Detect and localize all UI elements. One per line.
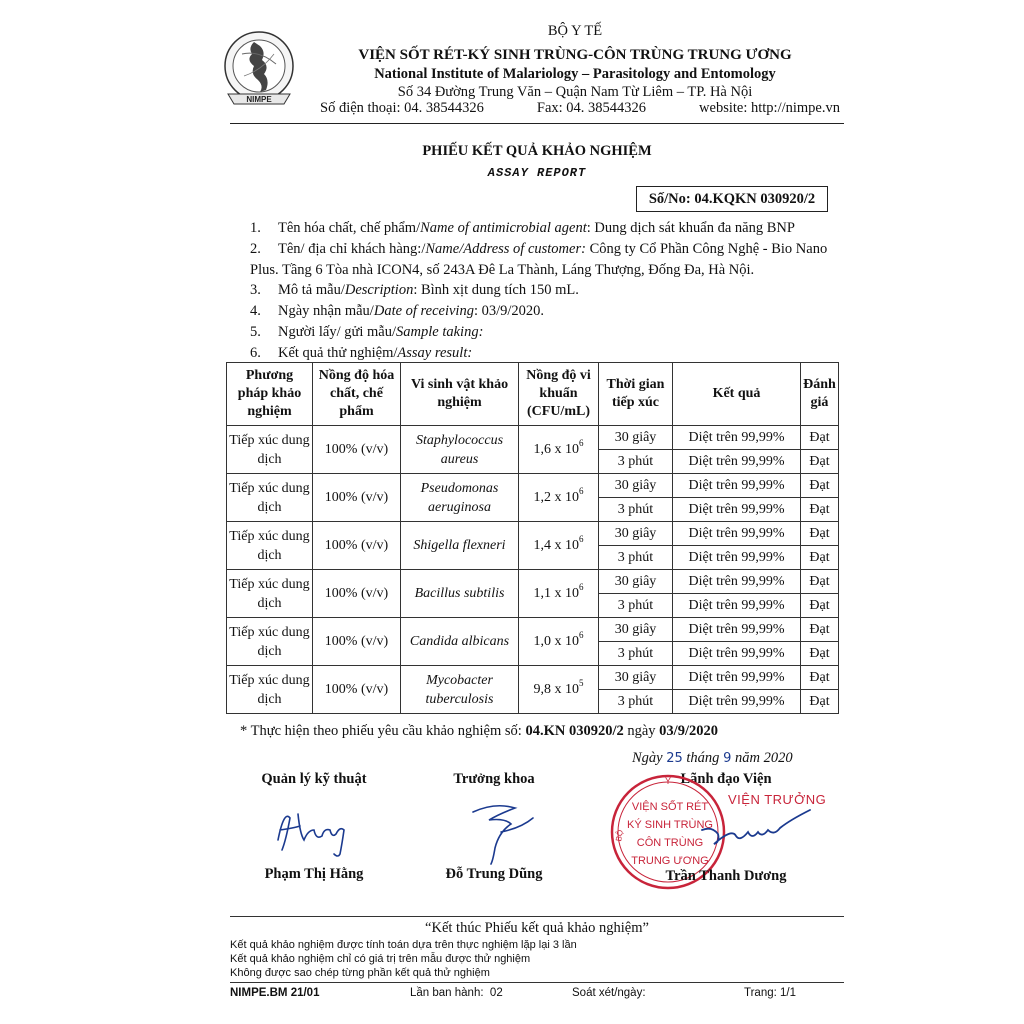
stamp-line-3: CÔN TRÙNG — [636, 837, 704, 849]
stamp-line-1: VIỆN SỐT RÉT — [631, 801, 709, 813]
item-1: 1. Tên hóa chất, chế phẩm/Name of antimicrobial agent: Dung dịch sát khuẩn đa năng BNP — [250, 220, 795, 236]
organism-cell: Shigella flexneri — [401, 522, 519, 570]
concentration-cell: 100% (v/v) — [313, 426, 401, 474]
evaluation-cell: Đạt — [801, 690, 839, 714]
evaluation-cell: Đạt — [801, 450, 839, 474]
result-cell: Diệt trên 99,99% — [673, 522, 801, 546]
footer-notes — [230, 938, 577, 980]
cfu-cell: 1,2 x $10^6$ — [519, 474, 599, 522]
result-cell: Diệt trên 99,99% — [673, 498, 801, 522]
col-concentration: Nồng độ hóa chất, chế phẩm — [313, 363, 401, 426]
contact-time-cell: 30 giây — [599, 618, 673, 642]
table-row — [227, 474, 839, 498]
contact-time-cell: 30 giây — [599, 666, 673, 690]
stamp-line-2: KÝ SINH TRÙNG — [627, 819, 713, 831]
organism-cell: Mycobacter tuberculosis — [401, 666, 519, 714]
signature-hang — [270, 800, 370, 860]
cfu-cell: 1,0 x $10^6$ — [519, 618, 599, 666]
item-4: 4. Ngày nhận mẫu/Date of receiving: 03/9/2020. — [250, 303, 545, 320]
contact-time-cell: 30 giây — [599, 570, 673, 594]
contact-time-cell: 3 phút — [599, 546, 673, 570]
col-cfu: Nồng độ vi khuẩn (CFU/mL) — [519, 363, 599, 426]
evaluation-cell: Đạt — [801, 546, 839, 570]
table-row — [227, 426, 839, 450]
evaluation-cell: Đạt — [801, 522, 839, 546]
contact-time-cell: 3 phút — [599, 642, 673, 666]
sig-title-head: Trưởng khoa — [453, 771, 535, 787]
institute-address: Số 34 Đường Trung Văn – Quận Nam Từ Liêm – TP. Hà Nội — [397, 84, 753, 100]
method-cell: Tiếp xúc dung dịch — [227, 666, 313, 714]
footer-note-3: Không được sao chép từng phần kết quả thử nghiệm — [230, 967, 490, 979]
cfu-cell: 1,4 x $10^6$ — [519, 522, 599, 570]
cfu-cell: 9,8 x $10^5$ — [519, 666, 599, 714]
evaluation-cell: Đạt — [801, 474, 839, 498]
table-row — [227, 618, 839, 642]
logo-text: NIMPE — [246, 95, 272, 104]
result-cell: Diệt trên 99,99% — [673, 426, 801, 450]
item-2-cont: Plus. Tầng 6 Tòa nhà ICON4, số 243A Đê La Thành, Láng Thượng, Đống Đa, Hà Nội. — [250, 261, 755, 278]
method-cell: Tiếp xúc dung dịch — [227, 474, 313, 522]
result-cell: Diệt trên 99,99% — [673, 642, 801, 666]
evaluation-cell: Đạt — [801, 618, 839, 642]
footer-note-2: Kết quả khảo nghiệm chỉ có giá trị trên mẫu được thử nghiệm — [230, 953, 531, 965]
stamp-title: VIỆN TRƯỞNG — [728, 792, 827, 807]
signature-duong — [692, 806, 832, 856]
sig-title-technical: Quản lý kỹ thuật — [261, 771, 367, 787]
report-items — [250, 218, 830, 364]
signature-dung — [455, 798, 555, 868]
concentration-cell: 100% (v/v) — [313, 618, 401, 666]
footer-rule-top — [230, 916, 844, 917]
result-cell: Diệt trên 99,99% — [673, 474, 801, 498]
evaluation-cell: Đạt — [801, 666, 839, 690]
assay-results-table — [226, 362, 839, 714]
request-note: * Thực hiện theo phiếu yêu cầu khảo nghiệm số: 04.KN 030920/2 ngày 03/9/2020 — [240, 723, 718, 739]
ministry-name: BỘ Y TẾ — [547, 23, 603, 39]
result-cell: Diệt trên 99,99% — [673, 618, 801, 642]
report-number-box — [636, 186, 828, 212]
report-title: PHIẾU KẾT QUẢ KHẢO NGHIỆM — [422, 143, 652, 159]
organism-cell: Staphylococcus aureus — [401, 426, 519, 474]
footer-rule-bottom — [230, 982, 844, 983]
item-5: 5. Người lấy/ gửi mẫu/Sample taking: — [250, 323, 484, 340]
col-result: Kết quả — [673, 363, 801, 426]
table-row — [227, 570, 839, 594]
method-cell: Tiếp xúc dung dịch — [227, 618, 313, 666]
organism-cell: Bacillus subtilis — [401, 570, 519, 618]
institute-name-en: National Institute of Malariology – Parasitology and Entomology — [374, 66, 776, 82]
contact-time-cell: 3 phút — [599, 498, 673, 522]
date-line: Ngày 25 tháng 9 năm 2020 — [632, 750, 793, 766]
website: website: http://nimpe.vn — [699, 100, 840, 116]
result-cell: Diệt trên 99,99% — [673, 546, 801, 570]
end-of-report: “Kết thúc Phiếu kết quả khảo nghiệm” — [425, 920, 649, 936]
stamp-side: BỘ — [614, 829, 625, 843]
concentration-cell: 100% (v/v) — [313, 570, 401, 618]
item-2: 2. Tên/ địa chỉ khách hàng:/Name/Address of customer: Công ty Cổ Phần Công Nghệ - Bio Nano — [250, 240, 828, 257]
organism-cell: Candida albicans — [401, 618, 519, 666]
handwritten-day: 25 — [666, 751, 683, 766]
footer-note-1: Kết quả khảo nghiệm được tính toán dựa trên thực nghiệm lặp lại 3 lần — [230, 939, 577, 951]
report-number: Số/No: 04.KQKN 030920/2 — [648, 191, 816, 207]
evaluation-cell: Đạt — [801, 498, 839, 522]
contact-time-cell: 3 phút — [599, 690, 673, 714]
table-header-row — [227, 363, 839, 426]
method-cell: Tiếp xúc dung dịch — [227, 570, 313, 618]
col-contact-time: Thời gian tiếp xúc — [599, 363, 673, 426]
result-cell: Diệt trên 99,99% — [673, 450, 801, 474]
method-cell: Tiếp xúc dung dịch — [227, 426, 313, 474]
result-cell: Diệt trên 99,99% — [673, 570, 801, 594]
evaluation-cell: Đạt — [801, 594, 839, 618]
header-rule — [230, 123, 844, 124]
issue-number: Lần ban hành: 02 — [410, 987, 503, 999]
sig-title-director: Lãnh đạo Viện — [680, 771, 772, 787]
institute-name-vi: VIỆN SỐT RÉT-KÝ SINH TRÙNG-CÔN TRÙNG TRUNG ƯƠNG — [358, 47, 792, 63]
concentration-cell: 100% (v/v) — [313, 522, 401, 570]
table-row — [227, 666, 839, 690]
evaluation-cell: Đạt — [801, 642, 839, 666]
contact-time-cell: 30 giây — [599, 426, 673, 450]
sig-name-technical: Phạm Thị Hằng — [264, 866, 364, 882]
contact-time-cell: 30 giây — [599, 522, 673, 546]
nimpe-logo — [214, 24, 304, 114]
stamp-line-4: TRUNG ƯƠNG — [631, 855, 709, 867]
result-cell: Diệt trên 99,99% — [673, 690, 801, 714]
contact-line — [320, 100, 840, 117]
concentration-cell: 100% (v/v) — [313, 474, 401, 522]
form-code: NIMPE.BM 21/01 — [230, 987, 320, 999]
col-organism: Vi sinh vật khảo nghiệm — [401, 363, 519, 426]
concentration-cell: 100% (v/v) — [313, 666, 401, 714]
evaluation-cell: Đạt — [801, 570, 839, 594]
evaluation-cell: Đạt — [801, 426, 839, 450]
cfu-cell: 1,6 x $10^6$ — [519, 426, 599, 474]
item-3: 3. Mô tả mẫu/Description: Bình xịt dung tích 150 mL. — [250, 282, 579, 299]
col-method: Phương pháp khảo nghiệm — [227, 363, 313, 426]
stamp-top: Y — [664, 776, 672, 786]
page-number: Trang: 1/1 — [744, 987, 796, 999]
organism-cell: Pseudomonas aeruginosa — [401, 474, 519, 522]
table-row — [227, 522, 839, 546]
cfu-cell: 1,1 x $10^6$ — [519, 570, 599, 618]
sig-name-head: Đỗ Trung Dũng — [445, 866, 543, 882]
report-title-en: ASSAY REPORT — [487, 166, 587, 180]
contact-time-cell: 30 giây — [599, 474, 673, 498]
item-6: 6. Kết quả thử nghiệm/Assay result: — [250, 344, 473, 361]
handwritten-month: 9 — [723, 751, 732, 766]
phone: Số điện thoại: 04. 38544326 — [320, 100, 484, 116]
result-cell: Diệt trên 99,99% — [673, 666, 801, 690]
review-date: Soát xét/ngày: — [572, 987, 646, 999]
col-evaluation: Đánh giá — [801, 363, 839, 426]
result-cell: Diệt trên 99,99% — [673, 594, 801, 618]
contact-time-cell: 3 phút — [599, 450, 673, 474]
fax: Fax: 04. 38544326 — [536, 100, 647, 116]
method-cell: Tiếp xúc dung dịch — [227, 522, 313, 570]
contact-time-cell: 3 phút — [599, 594, 673, 618]
sig-name-director: Trần Thanh Dương — [665, 868, 787, 884]
